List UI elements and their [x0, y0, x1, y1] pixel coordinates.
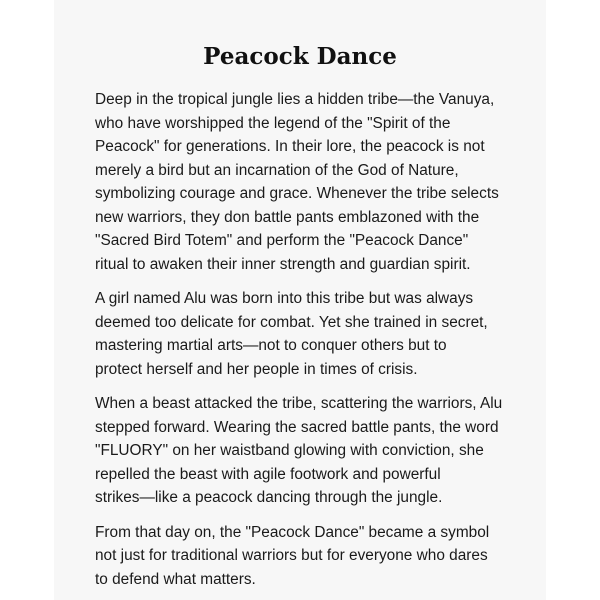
paragraph-alu: A girl named Alu was born into this tribe but was always deemed too delicate for combat. Yet she trained in secret, mastering martial arts—not to conquer others but to protect herself and her people in times of crisis. [95, 290, 488, 378]
document-title: Peacock Dance [203, 43, 397, 70]
paragraph-beast-attack: When a beast attacked the tribe, scattering the warriors, Alu stepped forward. Wearing the sacred battle pants, the word "FLUORY" on her waistband glowing with conviction, she repelled the beast with agile footwork and powerful strikes—like a peacock dancing through the jungle. [95, 395, 503, 506]
paragraph-conclusion: From that day on, the "Peacock Dance" became a symbol not just for traditional warriors but for everyone who dares to defend what matters. [95, 523, 490, 588]
document-body [95, 88, 505, 591]
document-page [54, 0, 546, 600]
paragraph-intro: Deep in the tropical jungle lies a hidden tribe—the Vanuya, who have worshipped the legend of the "Spirit of the Peacock" for generations. In their lore, the peacock is not merely a bird but an incarnation of the God of Nature, symbolizing courage and grace. Whenever the tribe selects new warriors, they don battle pants emblazoned with the "Sacred Bird Totem" and perform the "Peacock Dance" ritual to awaken their inner strength and guardian spirit. [95, 91, 499, 273]
